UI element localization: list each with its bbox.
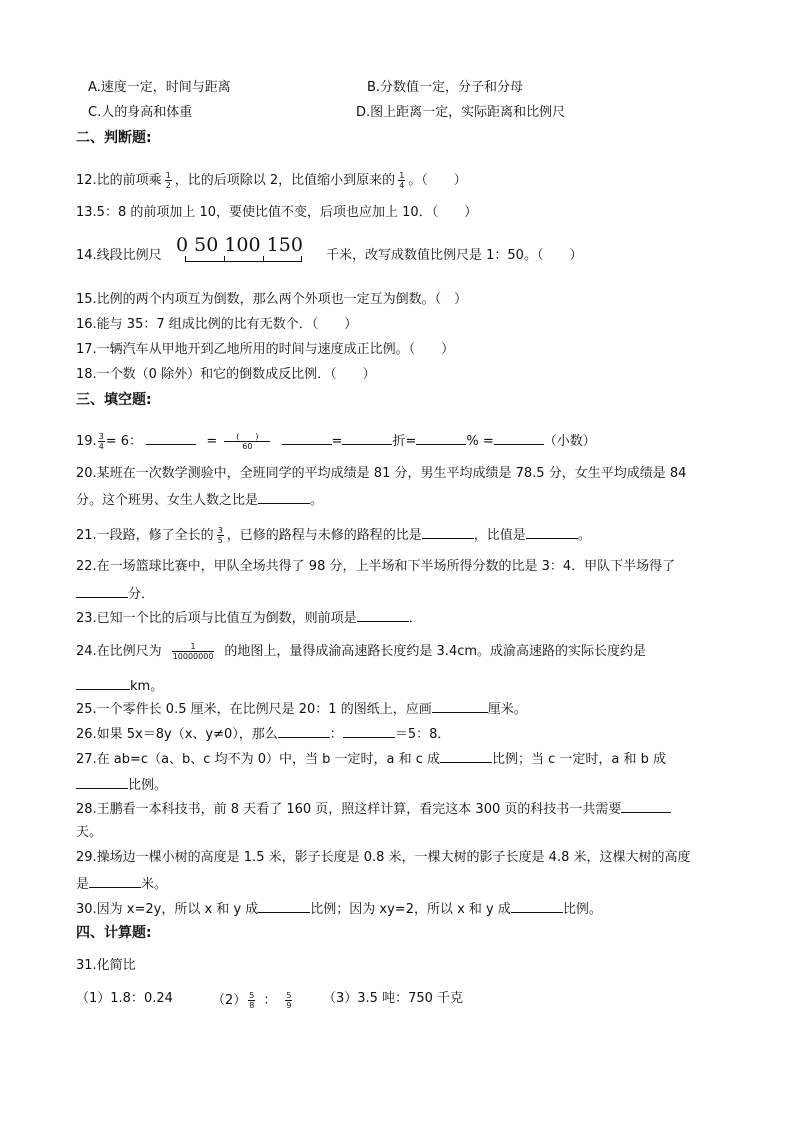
question-20-line-2 <box>76 491 323 509</box>
q12-frac1-den: 2 <box>165 181 171 190</box>
q31-p2-f2-den: 9 <box>286 1001 292 1010</box>
answer-blank[interactable] <box>432 700 488 713</box>
answer-blank[interactable] <box>416 432 466 445</box>
q20-text-pre: 分。这个班男、女生人数之比是 <box>76 493 259 508</box>
answer-blank[interactable] <box>511 900 563 913</box>
question-28-line-1 <box>76 800 671 818</box>
q24-text-unit: km。 <box>130 679 164 694</box>
q23-text-pre: 23.已知一个比的后项与比值互为倒数，则前项是 <box>76 611 357 626</box>
q19-text-d: % = <box>466 434 494 449</box>
question-24-line-2 <box>76 677 163 695</box>
q24-frac-den: 10000000 <box>172 652 214 661</box>
question-30 <box>76 900 602 918</box>
answer-blank[interactable] <box>440 750 492 763</box>
question-14-pre: 14.线段比例尺 <box>76 248 162 263</box>
question-19: 19. $\frac{3}{4}$ = 6： = $\frac{( )}{60}$ = 折= % = （小数） <box>76 432 596 451</box>
q12-text-mid: ，比的后项除以 2，比值缩小到原来的 <box>174 173 396 188</box>
scale-tick <box>301 256 302 262</box>
q31-p2-fraction-2 <box>285 991 292 1010</box>
q21-text-mid2: ，比值是 <box>473 528 526 543</box>
answer-blank[interactable] <box>343 725 395 738</box>
q19-frac2-num: ( ) <box>224 432 270 442</box>
section-title-fill: 三、填空题: <box>76 392 152 408</box>
q29-text-pre: 是 <box>76 877 90 892</box>
answer-blank[interactable] <box>357 609 409 622</box>
question-22-line-2 <box>76 585 154 603</box>
answer-blank[interactable] <box>76 585 128 598</box>
q19-fraction-2 <box>224 432 270 451</box>
option-d: D.图上距离一定，实际距离和比例尺 <box>356 105 566 120</box>
answer-blank[interactable] <box>89 875 141 888</box>
answer-blank[interactable] <box>526 526 578 539</box>
q21-frac-den: 5 <box>217 536 223 545</box>
question-31-title: 31.化简比 <box>76 958 136 973</box>
q31-p2-pre: （2） <box>212 993 247 1008</box>
q24-text-post: 的地图上，量得成渝高速路长度约是 3.4cm。成渝高速路的实际长度约是 <box>224 644 647 659</box>
answer-blank[interactable] <box>278 725 330 738</box>
q30-text-pre: 30.因为 x=2y，所以 x 和 y 成 <box>76 902 259 917</box>
q21-frac-num: 3 <box>217 526 223 535</box>
option-c: C.人的身高和体重 <box>88 105 193 120</box>
question-28-line-2: 天。 <box>76 825 103 840</box>
q31-p2-f2-num: 5 <box>286 991 292 1000</box>
q27-text-mid: 比例；当 c 一定时，a 和 b 成 <box>492 752 667 767</box>
q22-text-post: 分． <box>128 587 155 602</box>
q12-frac1-num: 1 <box>165 171 171 180</box>
q21-fraction <box>217 526 224 545</box>
q12-text-post: 。（ ） <box>408 173 467 188</box>
q26-text-post: ＝5：8． <box>394 727 451 742</box>
question-18: 18.一个数（0 除外）和它的倒数成反比例．（ ） <box>76 367 376 382</box>
q31-p2-sep: ： <box>263 993 277 1008</box>
question-21 <box>76 526 591 545</box>
q19-fraction-1 <box>98 432 105 451</box>
answer-blank[interactable] <box>76 776 128 789</box>
q19-text-b: = <box>331 434 343 449</box>
scale-tick <box>185 256 186 262</box>
q25-text-pre: 25.一个零件长 0.5 厘米，在比例尺是 20：1 的图纸上，应画 <box>76 702 432 717</box>
q29-text-post: 米。 <box>141 877 168 892</box>
question-26 <box>76 725 450 743</box>
q20-text-post: 。 <box>310 493 324 508</box>
answer-blank[interactable] <box>494 432 544 445</box>
q24-fraction <box>172 642 215 661</box>
q25-text-post: 厘米。 <box>487 702 527 717</box>
answer-blank[interactable] <box>76 677 130 690</box>
answer-blank[interactable] <box>146 432 196 445</box>
option-b: B.分数值一定，分子和分母 <box>367 80 524 95</box>
question-27-line-1 <box>76 750 666 768</box>
q19-text-a: = 6： <box>105 434 143 449</box>
answer-blank[interactable] <box>282 432 332 445</box>
q26-text-pre: 26.如果 5x＝8y（x、y≠0），那么 <box>76 727 278 742</box>
question-25 <box>76 700 527 718</box>
q21-text-pre: 21.一段路，修了全长的 <box>76 528 214 543</box>
q19-frac1-den: 4 <box>98 442 104 451</box>
answer-blank[interactable] <box>258 491 310 504</box>
question-31-part-2 <box>212 991 295 1010</box>
question-24-line-1 <box>76 642 646 661</box>
q12-text-pre: 12.比的前项乘 <box>76 173 162 188</box>
section-title-judgement: 二、判断题: <box>76 130 152 146</box>
q19-number: 19. <box>76 434 97 449</box>
q12-fraction-1 <box>165 171 172 190</box>
q31-p2-f1-num: 5 <box>249 991 255 1000</box>
q31-p2-f1-den: 8 <box>249 1001 255 1010</box>
q23-text-post: ． <box>408 611 422 626</box>
question-29-line-1: 29.操场边一棵小树的高度是 1.5 米，影子长度是 0.8 米，一棵大树的影子长度是 4.8 米，这棵大树的高度 <box>76 850 691 865</box>
question-14-post: 千米，改写成数值比例尺是 1：50。（ ） <box>326 248 583 263</box>
q24-frac-num: 1 <box>172 642 215 652</box>
q30-text-post: 比例。 <box>562 902 602 917</box>
question-12 <box>76 171 467 190</box>
scale-tick <box>263 256 264 262</box>
question-15: 15.比例的两个内项互为倒数，那么两个外项也一定互为倒数。（ ） <box>76 292 468 307</box>
q30-text-mid: 比例；因为 xy=2，所以 x 和 y 成 <box>310 902 511 917</box>
q24-text-pre: 24.在比例尺为 <box>76 644 162 659</box>
scale-bar <box>185 261 302 262</box>
q31-p2-fraction-1 <box>248 991 255 1010</box>
scale-numbers: 0 50 100 150 <box>176 234 303 256</box>
question-31-part-1: （1）1.8：0.24 <box>76 991 173 1006</box>
question-29-line-2 <box>76 875 167 893</box>
question-20-line-1: 20.某班在一次数学测验中，全班同学的平均成绩是 81 分，男生平均成绩是 78.5 分，女生平均成绩是 84 <box>76 466 687 481</box>
q27-text-post: 比例。 <box>128 778 168 793</box>
q19-frac2-den: 60 <box>242 442 253 451</box>
q28-text: 28.王鹏看一本科技书，前 8 天看了 160 页，照这样计算，看完这本 300 页的科技书一共需要 <box>76 802 622 817</box>
q21-text-post: 。 <box>577 528 591 543</box>
answer-blank[interactable] <box>258 900 310 913</box>
answer-blank[interactable] <box>621 800 671 813</box>
q19-frac1-num: 3 <box>98 432 104 441</box>
q26-text-mid: ： <box>329 727 343 742</box>
option-a: A.速度一定，时间与距离 <box>88 80 231 95</box>
question-31-part-3: （3）3.5 吨：750 千克 <box>323 991 464 1006</box>
q12-frac2-den: 4 <box>399 181 405 190</box>
q19-text-e: （小数） <box>543 434 596 449</box>
question-17: 17.一辆汽车从甲地开到乙地所用的时间与速度成正比例。（ ） <box>76 342 455 357</box>
question-27-line-2 <box>76 776 167 794</box>
answer-blank[interactable] <box>422 526 474 539</box>
q19-text-c: 折= <box>392 434 417 449</box>
section-title-calculation: 四、计算题: <box>76 925 152 941</box>
question-23 <box>76 609 422 627</box>
question-13: 13.5：8 的前项加上 10，要使比值不变，后项也应加上 10．（ ） <box>76 205 478 220</box>
answer-blank[interactable] <box>342 432 392 445</box>
line-scale-figure <box>176 234 320 270</box>
q27-text-pre: 27.在 ab=c（a、b、c 均不为 0）中，当 b 一定时，a 和 c 成 <box>76 752 440 767</box>
question-16: 16.能与 35：7 组成比例的比有无数个．（ ） <box>76 317 358 332</box>
question-22-line-1: 22.在一场篮球比赛中，甲队全场共得了 98 分，上半场和下半场所得分数的比是 3：4．甲队下半场得了 <box>76 559 676 574</box>
q21-text-mid: ，已修的路程与未修的路程的比是 <box>226 528 422 543</box>
q12-frac2-num: 1 <box>399 171 405 180</box>
scale-tick <box>224 256 225 262</box>
q12-fraction-2 <box>398 171 405 190</box>
